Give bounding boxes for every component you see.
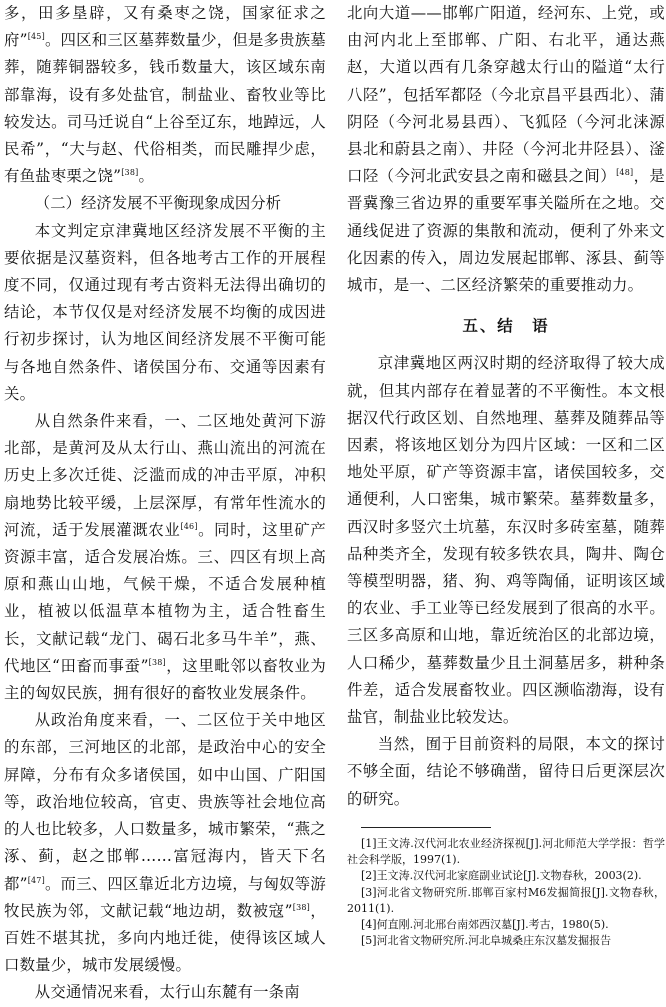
right-column — [347, 0, 665, 949]
text-run: 北向大道——邯郸广阳道，经河东、上党，或由河内北上至邯郸、广阳、右北平，通达燕赵，大道以西有几条穿越太行山的隘道“太行八陉”，包括军都陉（今北京昌平县西北）、蒲阴陉（今河北易县西）、飞狐陉（今河北涞源县北和蔚县之南）、井陉（今河北井陉县）、滏口陉（今河北武安县之南和磁县之间） — [347, 4, 665, 186]
references-list — [347, 836, 665, 949]
text-run: 从自然条件来看，一、二区地处黄河下游北部，是黄河及从太行山、燕山流出的河流在历史上多次迁徙、泛滥而成的冲击平原，冲积扇地势比较平缓，上层深厚，有常年性流水的河流，适于发展灌溉农业 — [4, 412, 326, 539]
text-run: 从政治角度来看，一、二区位于关中地区的东部，三河地区的北部，是政治中心的安全屏障，分布有众多诸侯国，如中山国、广阳国等，政治地位较高，官吏、贵族等社会地位高的人也比较多，人口数量多，城市繁荣，“燕之涿、蓟，赵之邯郸……富冠海内，皆天下名都” — [4, 711, 326, 893]
body-paragraph — [4, 0, 326, 190]
text-run: ，百姓不堪其扰，多向内地迁徙，使得该区域人口数量少，城市发展缓慢。 — [4, 901, 326, 975]
text-run: 。四区和三区墓葬数量少，但是多贵族墓葬，随葬铜器较多，钱币数量大，该区域东南部靠海，设有多处盐官，制盐业、畜牧业等比较发达。司马迁说自“上谷至辽东，地踔远，人民希”，“大与赵、代俗相类，而民雕捍少虑，有鱼盐枣栗之饶” — [4, 31, 326, 186]
citation-marker: [38] — [148, 657, 166, 667]
citation-marker: [38] — [121, 168, 139, 178]
citation-marker: [46] — [180, 521, 198, 531]
reference-item: [4]何直刚.河北邢台南郊西汉墓[J].考古，1980(5). — [361, 917, 609, 931]
text-run: 多，田多垦辟，又有桑枣之饶，国家征求之府” — [4, 4, 326, 50]
left-column — [4, 0, 326, 1007]
text-run: 。而三、四区靠近北方边境，与匈奴等游牧民族为邻，文献记载“地边胡，数被寇” — [4, 874, 326, 920]
text-run: 。 — [138, 167, 155, 186]
citation-marker: [45] — [27, 32, 45, 42]
body-paragraph: 从交通情况来看，太行山东麓有一条南 — [34, 983, 300, 1002]
body-paragraph — [4, 408, 326, 707]
subsection-heading: （二）经济发展不平衡现象成因分析 — [34, 194, 282, 213]
section-heading: 五、结 语 — [462, 317, 550, 336]
text-run: ，是晋冀豫三省边界的重要军事关隘所在之地。交通线促进了资源的集散和流动，便利了外来文化因素的传入，周边发展起邯郸、涿县、蓟等城市，是一、二区经济繁荣的重要推动力。 — [347, 167, 666, 295]
body-paragraph: 当然，囿于目前资料的局限，本文的探讨不够全面，结论不够确凿，留待日后更深层次的研究。 — [347, 735, 665, 808]
citation-marker: [48] — [616, 168, 634, 178]
body-paragraph: 本文判定京津冀地区经济发展不平衡的主要依据是汉墓资料，但各地考古工作的开展程度不同，仅通过现有考古资料无法得出确切的结论，本节仅仅是对经济发展不均衡的成因进行初步探讨，认为地区间经济发展不平衡可能与各地自然条件、诸侯国分布、交通等因素有关。 — [4, 221, 326, 403]
text-run: ，这里毗邻以畜牧业为主的匈奴民族，拥有很好的畜牧业发展条件。 — [4, 656, 326, 703]
body-paragraph — [4, 707, 326, 979]
reference-item: [1]王文涛.汉代河北农业经济探视[J].河北师范大学学报：哲学社会科学版，1997(1). — [347, 836, 665, 867]
reference-item: [3]河北省文物研究所.邯郸百家村M6发掘简报[J].文物春秋，2011(1). — [347, 885, 665, 915]
body-paragraph — [347, 0, 665, 299]
citation-marker: [38] — [292, 902, 310, 912]
footnote-divider — [361, 827, 491, 828]
body-paragraph: 京津冀地区两汉时期的经济取得了较大成就，但其内部存在着显著的不平衡性。本文根据汉代行政区划、自然地理、墓葬及随葬品等因素，将该地区划分为四片区域：一区和二区地处平原，矿产等资源丰富，诸侯国较多，交通便利，人口密集，城市繁荣。墓葬数量多，西汉时多竖穴土坑墓，东汉时多砖室墓，随葬品种类齐全，发现有较多铁农具，陶井、陶仓等模型明器，猪、狗、鸡等陶俑，证明该区域的农业、手工业等已经发展到了很高的水平。三区多高原和山地，靠近统治区的北部边境，人口稀少，墓葬数量少且土洞墓居多，耕种条件差，适合发展畜牧业。四区濒临渤海，设有盐官，制盐业比较发达。 — [347, 354, 665, 727]
reference-item: [2]王文涛.汉代河北家庭副业试论[J].文物春秋，2003(2). — [361, 869, 642, 883]
text-run: 。同时，这里矿产资源丰富，适合发展冶炼。三、四区有坝上高原和燕山山地，气候干燥，不适合发展种植业，植被以低温草本植物为主，适合牲畜生长，文献记载“龙门、碣石北多马牛羊”，燕、代地区“田畜而事蚕” — [4, 520, 326, 675]
citation-marker: [47] — [27, 875, 45, 885]
reference-item: [5]河北省文物研究所.河北阜城桑庄东汉墓发掘报告 — [361, 934, 612, 948]
